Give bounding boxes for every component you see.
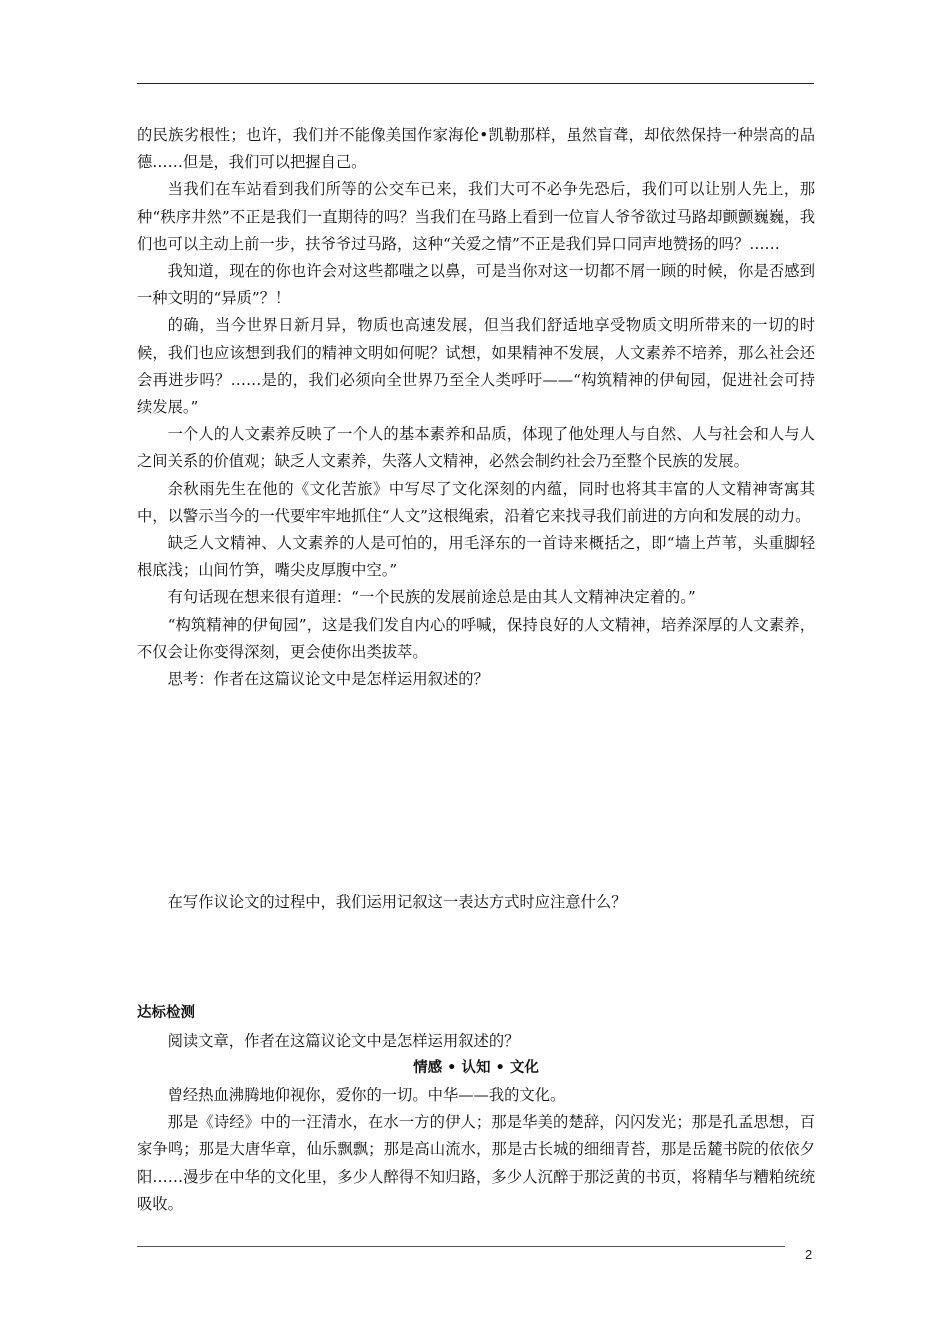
footer-rule — [137, 1246, 785, 1247]
answer-space — [137, 693, 815, 889]
section-heading: 达标检测 — [137, 1005, 195, 1022]
paragraph: 我知道，现在的你也许会对这些都嗤之以鼻，可是当你对这一切都不屑一顾的时候，你是否感到一种文明的“异质”？！ — [137, 262, 815, 308]
essay-title: 情感 • 认知 • 文化 — [413, 1059, 539, 1076]
paragraph: 缺乏人文精神、人文素养的人是可怕的，用毛泽东的一首诗来概括之，即“墙上芦苇，头重脚轻根底浅；山间竹笋，嘴尖皮厚腹中空。” — [137, 534, 815, 580]
paragraph: 余秋雨先生在他的《文化苦旅》中写尽了文化深刻的内蕴，同时也将其丰富的人文精神寄寓其中，以警示当今的一代要牢牢地抓住“人文”这根绳索，沿着它来找寻我们前进的方向和发展的动力。 — [137, 479, 815, 525]
document-body — [137, 122, 815, 1218]
essay-paragraph: 曾经热血沸腾地仰视你，爱你的一切。中华——我的文化。 — [167, 1086, 566, 1105]
essay-paragraph: 那是《诗经》中的一汪清水，在水一方的伊人；那是华美的楚辞，闪闪发光；那是孔孟思想，百家争鸣；那是大唐华章，仙乐飘飘；那是高山流水，那是古长城的细细青苔，那是岳麓书院的依依夕阳……漫步在中华的文化里，多少人醉得不知归路，多少人沉醉于那泛黄的书页，将精华与糟粕统统吸收。 — [137, 1113, 815, 1213]
page-number: 2 — [805, 1247, 813, 1262]
paragraph-continued: 的民族劣根性；也许，我们并不能像美国作家海伦•凯勒那样，虽然盲聋，却依然保持一种崇高的品德……但是，我们可以把握自己。 — [137, 126, 815, 172]
think-question: 思考：作者在这篇议论文中是怎样运用叙述的？ — [167, 670, 489, 689]
paragraph: 的确，当今世界日新月异，物质也高速发展，但当我们舒适地享受物质文明所带来的一切的时候，我们也应该想到我们的精神文明如何呢？试想，如果精神不发展，人文素养不培养，那么社会还会再进步吗？……是的，我们必须向全世界乃至全人类呼吁——“构筑精神的伊甸园，促进社会可持续发展。” — [137, 316, 815, 417]
paragraph: 一个人的人文素养反映了一个人的基本素养和品质，体现了他处理人与自然、人与社会和人与人之间关系的价值观；缺乏人文素养，失落人文精神，必然会制约社会乃至整个民族的发展。 — [137, 425, 815, 471]
answer-space — [137, 916, 815, 1000]
paragraph: “构筑精神的伊甸园”，这是我们发自内心的呼喊，保持良好的人文精神，培养深厚的人文素养，不仅会让你变得深刻，更会使你出类拔萃。 — [137, 615, 815, 661]
section-intro: 阅读文章，作者在这篇议论文中是怎样运用叙述的？ — [167, 1031, 520, 1050]
paragraph: 当我们在车站看到我们所等的公交车已来，我们大可不必争先恐后，我们可以让别人先上，那种“秩序井然”不正是我们一直期待的吗？当我们在马路上看到一位盲人爷爷欲过马路却颤颤巍巍，我们也可以主动上前一步，扶爷爷过马路，这种“关爱之情”不正是我们异口同声地赞扬的吗？…… — [137, 180, 815, 253]
header-rule — [137, 83, 814, 84]
paragraph: 有句话现在想来很有道理：“一个民族的发展前途总是由其人文精神决定着的。” — [167, 588, 696, 607]
writing-question: 在写作议论文的过程中，我们运用记叙这一表达方式时应注意什么？ — [167, 893, 627, 912]
